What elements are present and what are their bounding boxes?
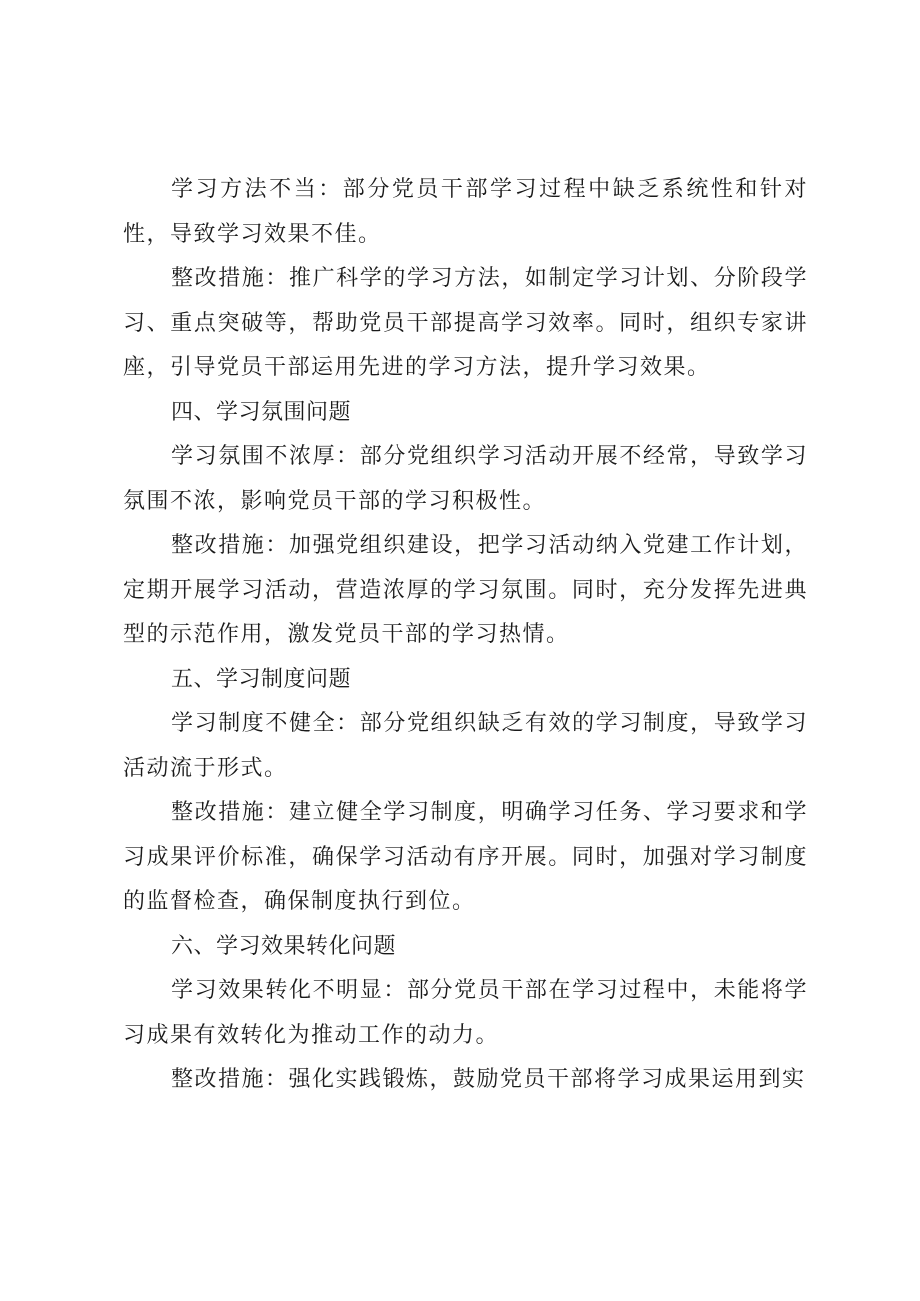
document-body: [123, 168, 808, 1103]
paragraph-system-measures: 整改措施：建立健全学习制度，明确学习任务、学习要求和学习成果评价标准，确保学习活动有序开展。同时，加强对学习制度的监督检查，确保制度执行到位。: [123, 800, 808, 914]
paragraph-atmosphere-problem: 学习氛围不浓厚：部分党组织学习活动开展不经常，导致学习氛围不浓，影响党员干部的学习积极性。: [123, 444, 808, 514]
section-heading-effect-conversion: 六、学习效果转化问题: [171, 933, 397, 959]
section-heading-system: 五、学习制度问题: [171, 666, 352, 692]
paragraph-effect-conversion-problem: 学习效果转化不明显：部分党员干部在学习过程中，未能将学习成果有效转化为推动工作的动力。: [123, 978, 808, 1048]
paragraph-learning-method-problem: 学习方法不当：部分党员干部学习过程中缺乏系统性和针对性，导致学习效果不佳。: [123, 177, 808, 247]
paragraph-system-problem: 学习制度不健全：部分党组织缺乏有效的学习制度，导致学习活动流于形式。: [123, 711, 808, 781]
paragraph-atmosphere-measures: 整改措施：加强党组织建设，把学习活动纳入党建工作计划，定期开展学习活动，营造浓厚的学习氛围。同时，充分发挥先进典型的示范作用，激发党员干部的学习热情。: [123, 533, 808, 647]
section-heading-atmosphere: 四、学习氛围问题: [171, 399, 352, 425]
paragraph-effect-conversion-measures: 整改措施：强化实践锻炼，鼓励党员干部将学习成果运用到实: [171, 1067, 806, 1092]
paragraph-learning-method-measures: 整改措施：推广科学的学习方法，如制定学习计划、分阶段学习、重点突破等，帮助党员干部提高学习效率。同时，组织专家讲座，引导党员干部运用先进的学习方法，提升学习效果。: [123, 266, 808, 380]
